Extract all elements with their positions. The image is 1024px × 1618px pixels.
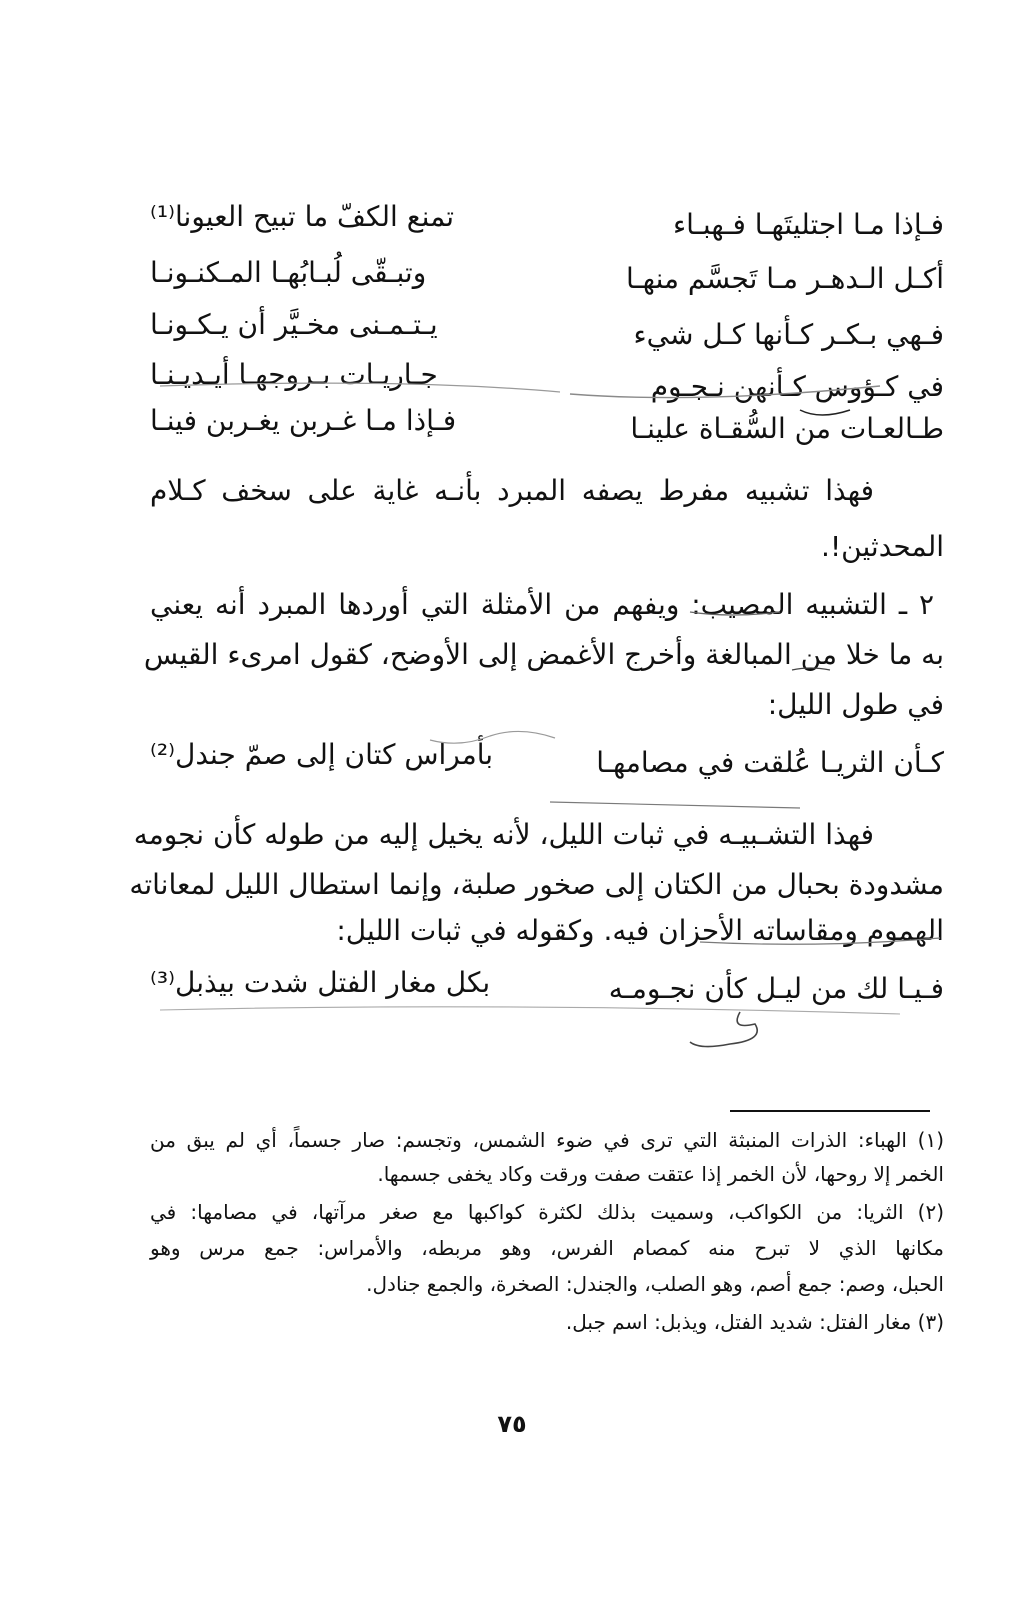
pencil-underline-7 bbox=[700, 938, 940, 944]
verse-4-second-hemistich: جـاريـات بـروجهـا أيـديـنـا bbox=[150, 358, 438, 391]
footnote-3-line-1: (٣) مغار الفتل: شديد الفتل، ويذبل: اسم جبل. bbox=[565, 1310, 944, 1334]
verse-5-second-hemistich: فـإذا مـا غـربن يغـربن فينـا bbox=[150, 404, 457, 437]
paragraph-1-line-2: المحدثين!. bbox=[821, 530, 944, 563]
pencil-underline-3 bbox=[800, 410, 850, 415]
footnote-2-line-1: (٢) الثريا: من الكواكب، وسميت بذلك لكثرة كواكبها مع صغر مرآتها، في مصامها: في bbox=[150, 1200, 944, 1224]
footnote-separator bbox=[730, 1110, 930, 1112]
verse-3-first-hemistich: فـهي بـكـر كـأنها كـل شيء bbox=[633, 318, 944, 351]
footnote-1-line-2: الخمر إلا روحها، لأن الخمر إذا عتقت صفت ورقت وكاد يخفى جسمها. bbox=[377, 1162, 944, 1186]
verse-imru-first-hemistich: كـأن الثريـا عُلقت في مصامهـا bbox=[596, 746, 944, 779]
verse-5-first-hemistich: طـالعـات من السُّقـاة علينـا bbox=[630, 412, 944, 445]
verse-imru-second-hemistich: بأمراس كتان إلى صمّ جندل⁽²⁾ bbox=[150, 738, 494, 771]
paragraph-1-line-1: فهذا تشبيه مفرط يصفه المبرد بأنـه غاية على سخف كـلام bbox=[150, 474, 874, 507]
pencil-scribble-1 bbox=[430, 731, 555, 743]
verse-3-second-hemistich: يـتـمـنى مخـيَّر أن يـكـونـا bbox=[150, 308, 438, 341]
pencil-underline-8 bbox=[160, 1007, 900, 1014]
paragraph-2-line-1: ٢ ـ التشبيه المصيب: ويفهم من الأمثلة التي أوردها المبرد أنه يعني bbox=[150, 588, 934, 621]
pencil-underline-5 bbox=[792, 668, 830, 670]
verse-2-second-hemistich: وتبـقّى لُبـابُهـا المـكنـونـا bbox=[150, 256, 427, 289]
pencil-underline-2 bbox=[570, 386, 880, 398]
paragraph-3-line-1: فهذا التشـبيـه في ثبات الليل، لأنه يخيل إليه من طوله كأن نجومه bbox=[133, 818, 874, 851]
pencil-underline-1 bbox=[160, 383, 560, 392]
verse-night-second-hemistich: بكل مغار الفتل شدت بيذبل⁽³⁾ bbox=[150, 966, 491, 999]
footnote-1-line-1: (١) الهباء: الذرات المنبثة التي ترى في ضوء الشمس، وتجسم: صار جسماً، أي لم يبق من bbox=[150, 1128, 944, 1152]
paragraph-3-line-3: الهموم ومقاساته الأحزان فيه. وكقوله في ثبات الليل: bbox=[336, 914, 944, 947]
paragraph-2-line-3: في طول الليل: bbox=[767, 688, 944, 721]
page-number: ٧٥ bbox=[497, 1410, 527, 1438]
pencil-underline-4 bbox=[690, 612, 780, 615]
verse-2-first-hemistich: أكـل الـدهـر مـا تَجسَّم منهـا bbox=[625, 262, 944, 295]
paragraph-3-line-2: مشدودة بحبال من الكتان إلى صخور صلبة، وإنما استطال الليل لمعاناته bbox=[129, 868, 944, 901]
verse-1-first-hemistich: فـإذا مـا اجتليتَهـا فـهبـاء bbox=[673, 208, 944, 241]
paragraph-2-line-2: به ما خلا من المبالغة وأخرج الأغمض إلى الأوضح، كقول امرىء القيس bbox=[143, 638, 944, 671]
pencil-scribble-2 bbox=[690, 1012, 757, 1047]
verse-night-first-hemistich: فـيـا لك من ليـل كأن نجـومـه bbox=[608, 972, 944, 1005]
verse-1-second-hemistich: تمنع الكفّ ما تبيح العيونا⁽¹⁾ bbox=[150, 200, 455, 233]
footnote-2-line-2: مكانها الذي لا تبرح منه كمصام الفرس، وهو مربطه، والأمراس: جمع مرس وهو bbox=[150, 1236, 944, 1260]
pencil-underline-6 bbox=[550, 802, 800, 808]
verse-4-first-hemistich: في كـؤوس كـأنهن نـجـوم bbox=[650, 370, 944, 403]
footnote-2-line-3: الحبل، وصم: جمع أصم، وهو الصلب، والجندل: الصخرة، والجمع جنادل. bbox=[366, 1272, 944, 1296]
